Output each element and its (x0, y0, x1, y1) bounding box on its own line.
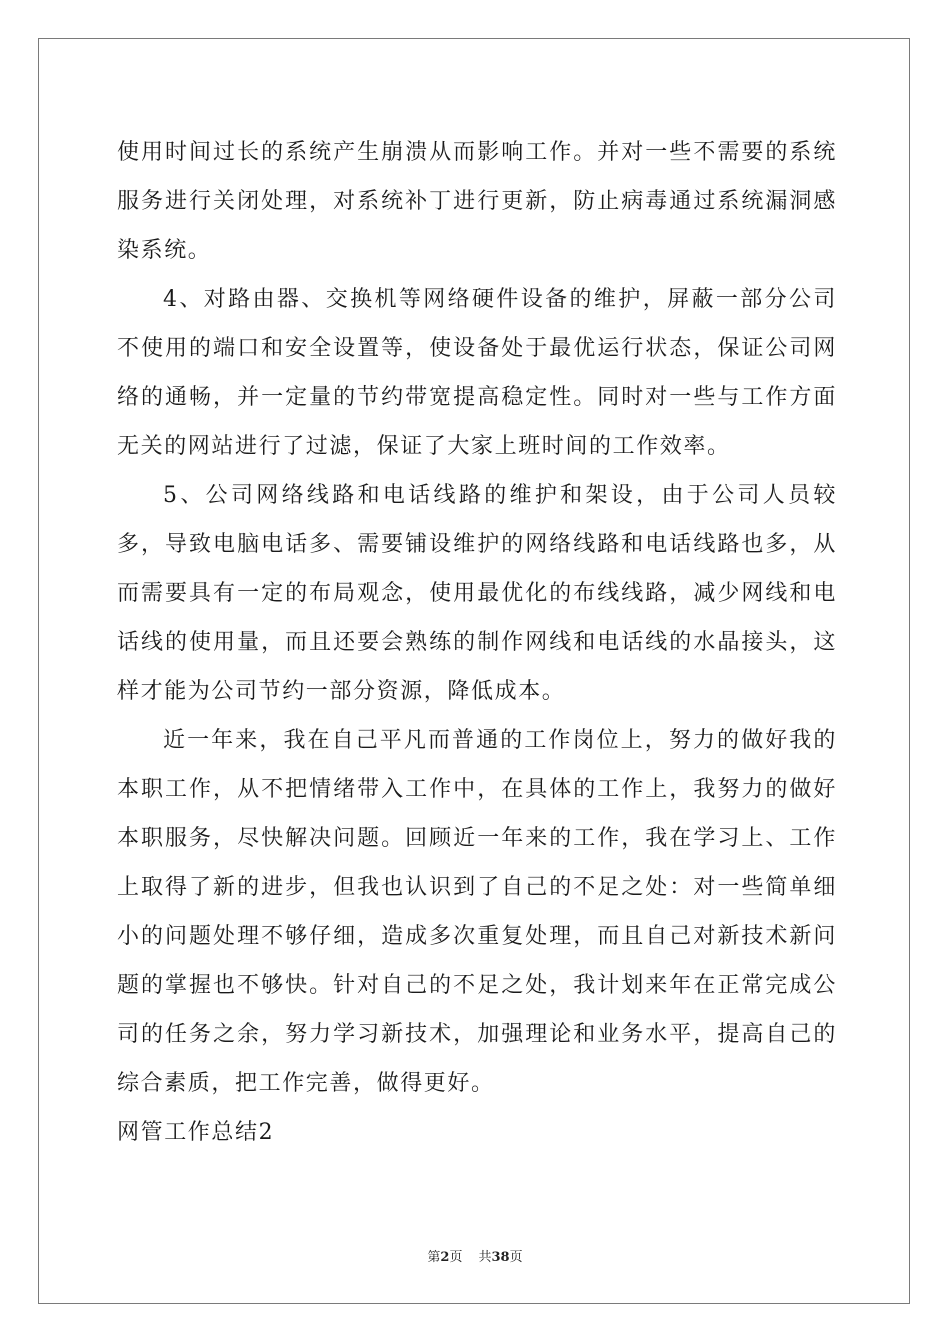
section-heading: 网管工作总结2 (117, 1120, 275, 1145)
footer-page-prefix: 第 (427, 1250, 441, 1265)
paragraph-item-5: 5、公司网络线路和电话线路的维护和架设，由于公司人员较多，导致电脑电话多、需要铺设维护的网络线路和电话线路也多，从而需要具有一定的布局观念，使用最优化的布线线路，减少网线和电话线的使用量，而且还要会熟练的制作网线和电话线的水晶接头，这样才能为公司节约一部分资源，降低成本。 (117, 483, 837, 704)
paragraph-item-4: 4、对路由器、交换机等网络硬件设备的维护，屏蔽一部分公司不使用的端口和安全设置等，使设备处于最优运行状态，保证公司网络的通畅，并一定量的节约带宽提高稳定性。同时对一些与工作方面无关的网站进行了过滤，保证了大家上班时间的工作效率。 (117, 287, 837, 459)
paragraph-summary: 近一年来，我在自己平凡而普通的工作岗位上，努力的做好我的本职工作，从不把情绪带入工作中，在具体的工作上，我努力的做好本职服务，尽快解决问题。回顾近一年来的工作，我在学习上、工作上取得了新的进步，但我也认识到了自己的不足之处：对一些简单细小的问题处理不够仔细，造成多次重复处理，而且自己对新技术新问题的掌握也不够快。针对自己的不足之处，我计划来年在正常完成公司的任务之余，努力学习新技术，加强理论和业务水平，提高自己的综合素质，把工作完善，做得更好。 (117, 728, 837, 1096)
footer-page-suffix: 页 (449, 1250, 463, 1265)
footer-total-prefix: 共 (478, 1250, 492, 1265)
page-footer (0, 1246, 950, 1265)
document-body (117, 128, 837, 1157)
footer-total-pages: 38 (491, 1250, 510, 1265)
paragraph-continuation: 使用时间过长的系统产生崩溃从而影响工作。并对一些不需要的系统服务进行关闭处理，对系统补丁进行更新，防止病毒通过系统漏洞感染系统。 (117, 140, 837, 263)
footer-page-number: 2 (440, 1250, 450, 1265)
footer-total-suffix: 页 (509, 1250, 523, 1265)
